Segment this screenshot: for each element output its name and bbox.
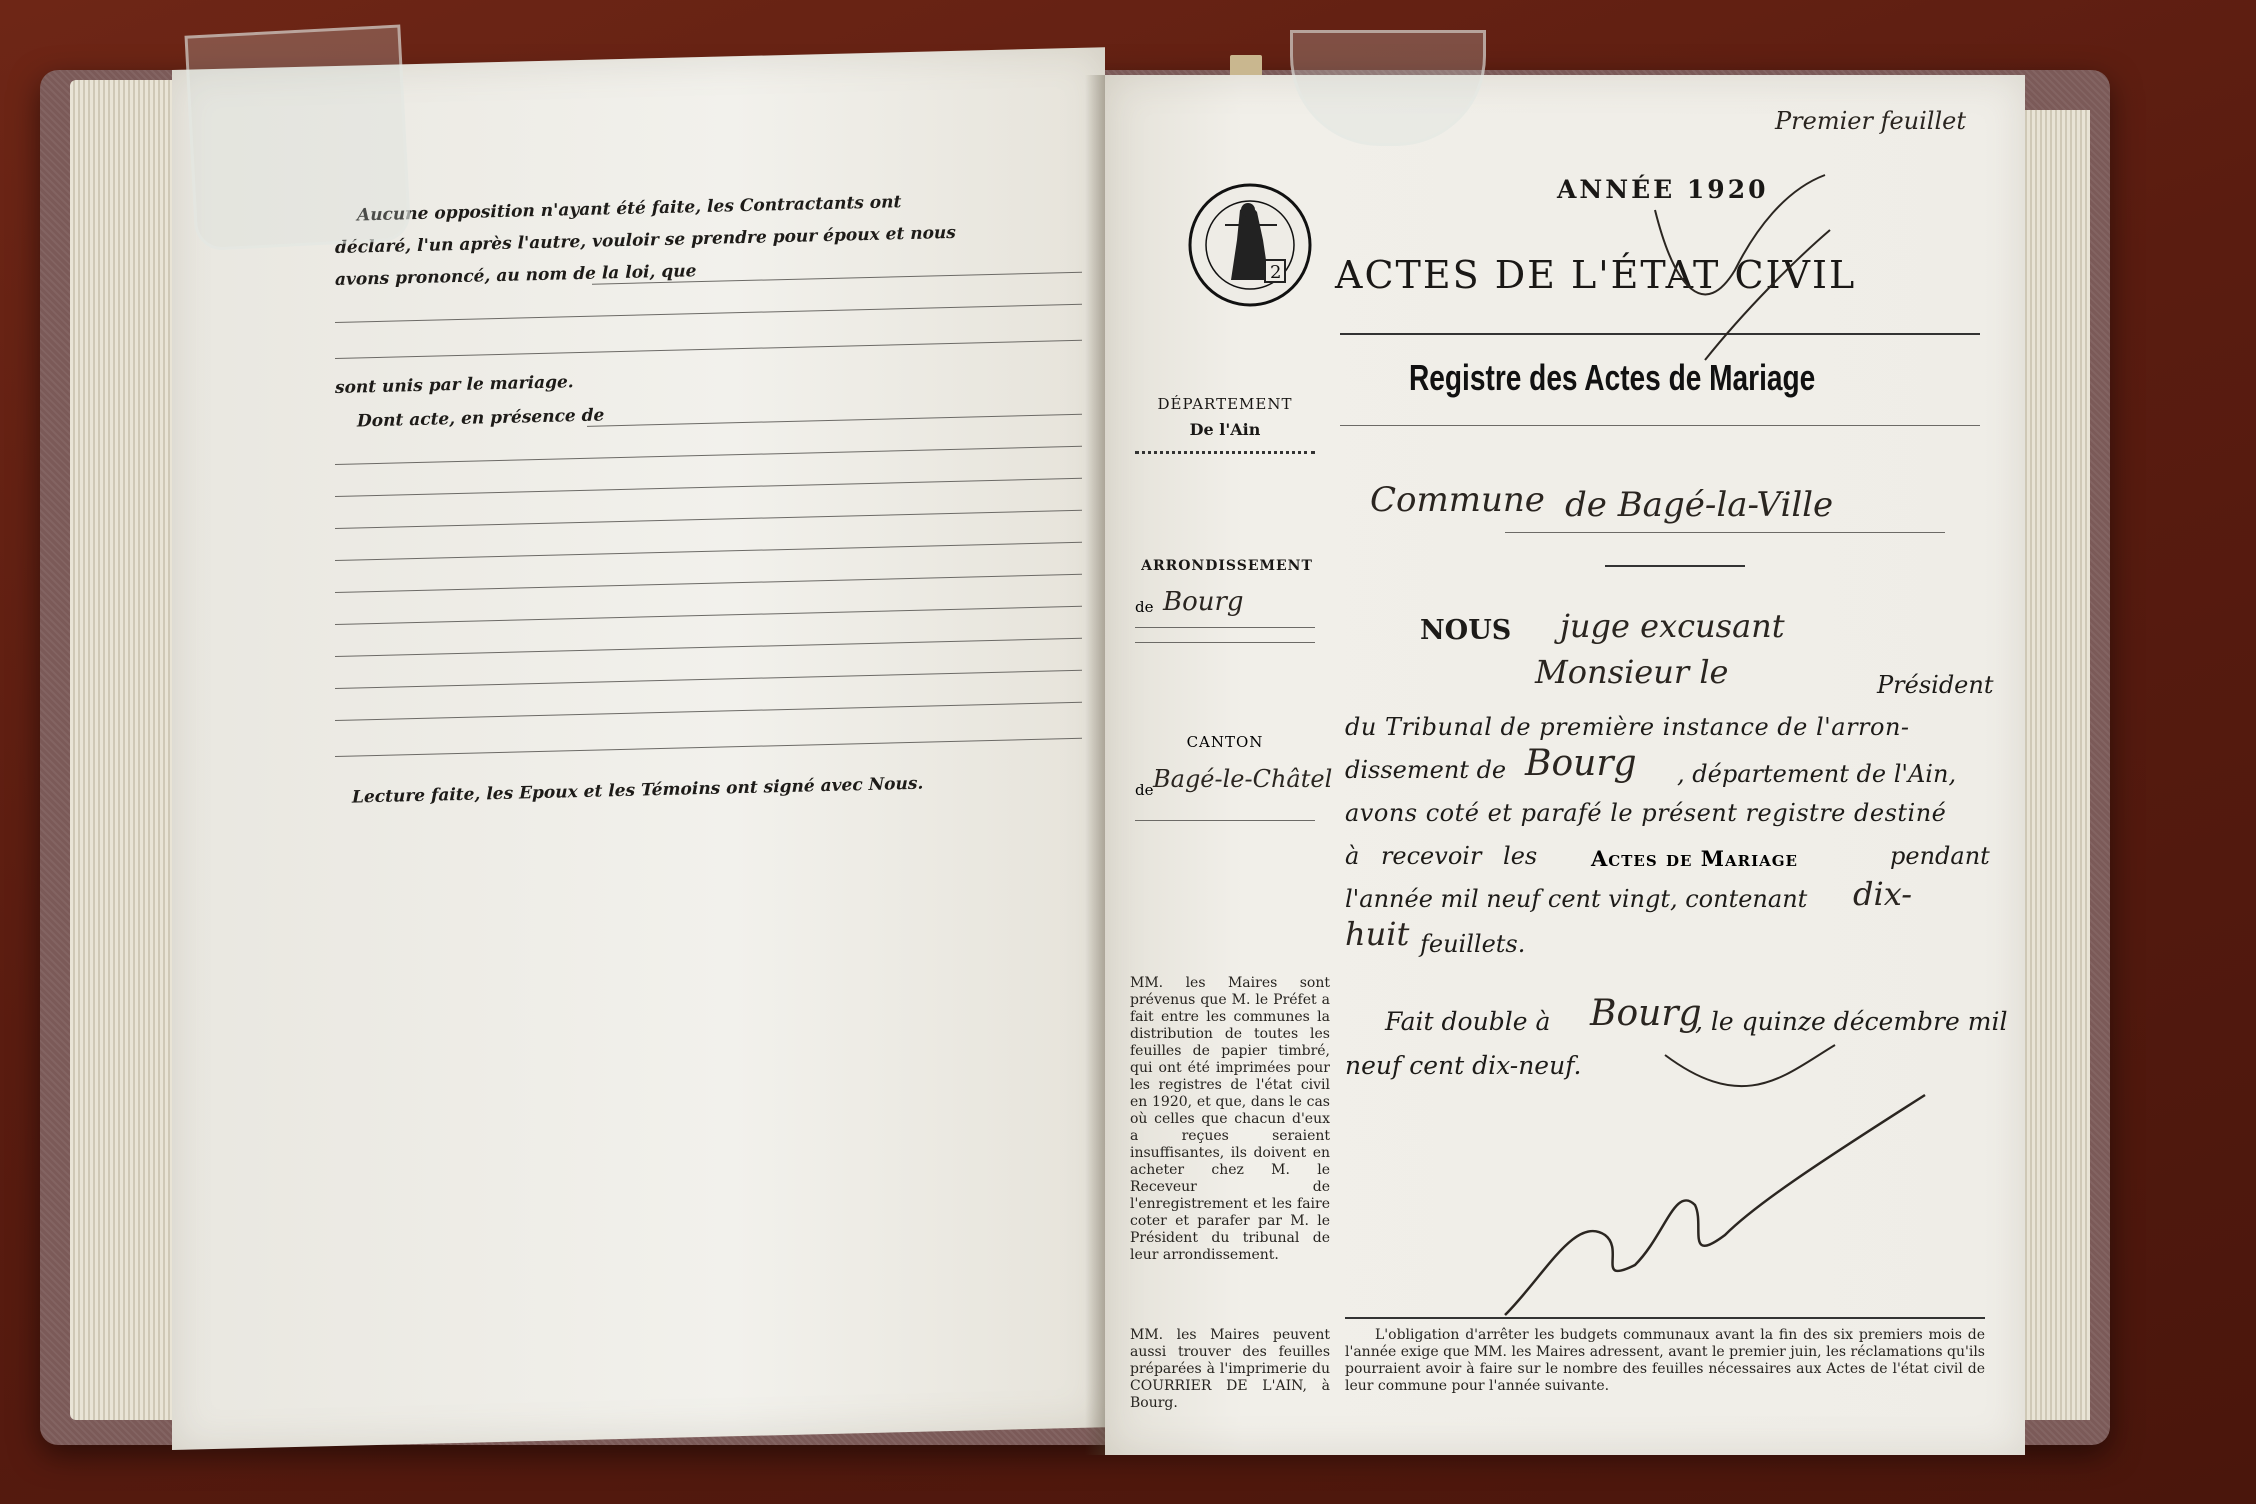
glass-weight-left (184, 24, 411, 251)
commune-rule (1505, 532, 1945, 533)
departement-divider (1135, 451, 1315, 462)
right-page (1105, 75, 2025, 1455)
commune-value: de Bagé-la-Ville (1565, 485, 1834, 525)
page-stack-left (70, 80, 180, 1420)
form-line (335, 478, 1082, 497)
form-line (335, 510, 1082, 529)
departement-label: DÉPARTEMENT (1157, 395, 1293, 413)
form-line (335, 606, 1082, 625)
form-line (335, 574, 1082, 593)
arrondissement-label: ARRONDISSEMENT (1141, 558, 1313, 574)
president-text: Président (1877, 671, 1994, 699)
body-line-1: du Tribunal de première instance de l'arron- (1345, 713, 1910, 741)
annee-heading: ANNÉE 1920 (1557, 175, 1769, 204)
commune-short-rule (1605, 565, 1745, 567)
body-line-3: avons coté et parafé le présent registre destiné (1345, 799, 1947, 827)
left-page (172, 47, 1105, 1450)
nous-handwritten: juge excusant (1560, 607, 1785, 645)
monsieur-handwritten: Monsieur le (1535, 653, 1729, 691)
canton-rule (1135, 820, 1315, 821)
form-line (587, 414, 1082, 427)
president-signature-icon (1485, 1035, 2005, 1335)
arrondissement-prefix: de (1135, 598, 1154, 616)
canton-prefix: de (1135, 781, 1154, 799)
registre-subtitle: Registre des Actes de Mariage (1409, 357, 1816, 398)
body-line-5a: l'année mil neuf cent vingt, contenant (1345, 885, 1808, 913)
body-line-6-hand: huit (1345, 915, 1410, 953)
handwritten-feuillet-note: Premier feuillet (1775, 107, 1966, 135)
maires-note-1: MM. les Maires sont prévenus que M. le Préfet a fait entre les communes la distribution de toutes les feuilles de papier timbré, qui ont été imprimées pour les registres de l'état civil en 1920, et que, dans le cas où celles que chacun d'eux a reçues seraient insuffisantes, ils doivent en acheter chez M. le Receveur de l'enregistrement et les faire coter et parafer par M. le Président du tribunal de leur arrondissement. (1130, 975, 1330, 1263)
seal-digit: 2 (1270, 262, 1282, 283)
nous-label: NOUS (1420, 615, 1512, 646)
body-line-6b: feuillets. (1420, 930, 1526, 958)
subtitle-rule (1340, 425, 1980, 426)
form-line (335, 638, 1082, 657)
body-line-2b: , département de l'Ain, (1677, 760, 1957, 788)
departement-value: De l'Ain (1189, 420, 1261, 439)
arrondissement-rule-2 (1135, 642, 1315, 643)
budget-footer-note: L'obligation d'arrêter les budgets communaux avant la fin des six premiers mois de l'année exige que MM. les Maires adressent, avant le premier juin, les réclamations qu'ils pourraient avoir à faire sur le nombre des feuilles nécessaires aux Actes de l'état civil de leur commune pour l'année suivante. (1345, 1327, 1985, 1394)
body-line-5-hand: dix- (1853, 875, 1913, 913)
fait-double-line-2: neuf cent dix-neuf. (1345, 1051, 1582, 1080)
fait-double-hand: Bourg (1590, 993, 1702, 1034)
form-line (335, 304, 1082, 323)
opposition-line-3: avons prononcé, au nom de la loi, que (335, 261, 697, 291)
body-line-2a: dissement de (1345, 756, 1507, 784)
canton-value: Bagé-le-Châtel (1153, 765, 1333, 793)
body-line-4c: pendant (1890, 842, 1990, 870)
body-line-4a: à recevoir les (1345, 842, 1538, 870)
canton-label: CANTON (1186, 733, 1264, 751)
fait-double-a: Fait double à (1385, 1007, 1551, 1036)
form-line (335, 446, 1082, 465)
footer-rule (1345, 1317, 1985, 1319)
republique-seal-icon (1185, 180, 1315, 310)
body-line-4b: Actes de Mariage (1591, 846, 1798, 871)
unis-text: sont unis par le mariage. (335, 372, 574, 399)
dont-acte-text: Dont acte, en présence de (357, 405, 605, 432)
lecture-text: Lecture faite, les Epoux et les Témoins ont signé avec Nous. (352, 773, 924, 808)
form-line (335, 670, 1082, 689)
form-line (335, 542, 1082, 561)
etat-civil-title: ACTES DE L'ÉTAT CIVIL (1335, 253, 1857, 297)
form-line (335, 340, 1082, 359)
opposition-line-1: Aucune opposition n'ayant été faite, les Contractants ont (357, 192, 902, 226)
arrondissement-rule (1135, 627, 1315, 628)
form-line (335, 702, 1082, 721)
body-line-2-hand: Bourg (1525, 743, 1637, 784)
maires-note-2: MM. les Maires peuvent aussi trouver des feuilles préparées à l'imprimerie du COURRIER DE L'AIN, à Bourg. (1130, 1327, 1330, 1411)
fait-double-b: , le quinze décembre mil (1695, 1007, 2008, 1036)
arrondissement-value: Bourg (1163, 587, 1244, 617)
pen-stroke-icon (1645, 170, 1845, 370)
commune-label: Commune (1370, 480, 1545, 520)
opposition-line-2: déclaré, l'un après l'autre, vouloir se prendre pour époux et nous (335, 222, 956, 259)
form-line (335, 738, 1082, 757)
